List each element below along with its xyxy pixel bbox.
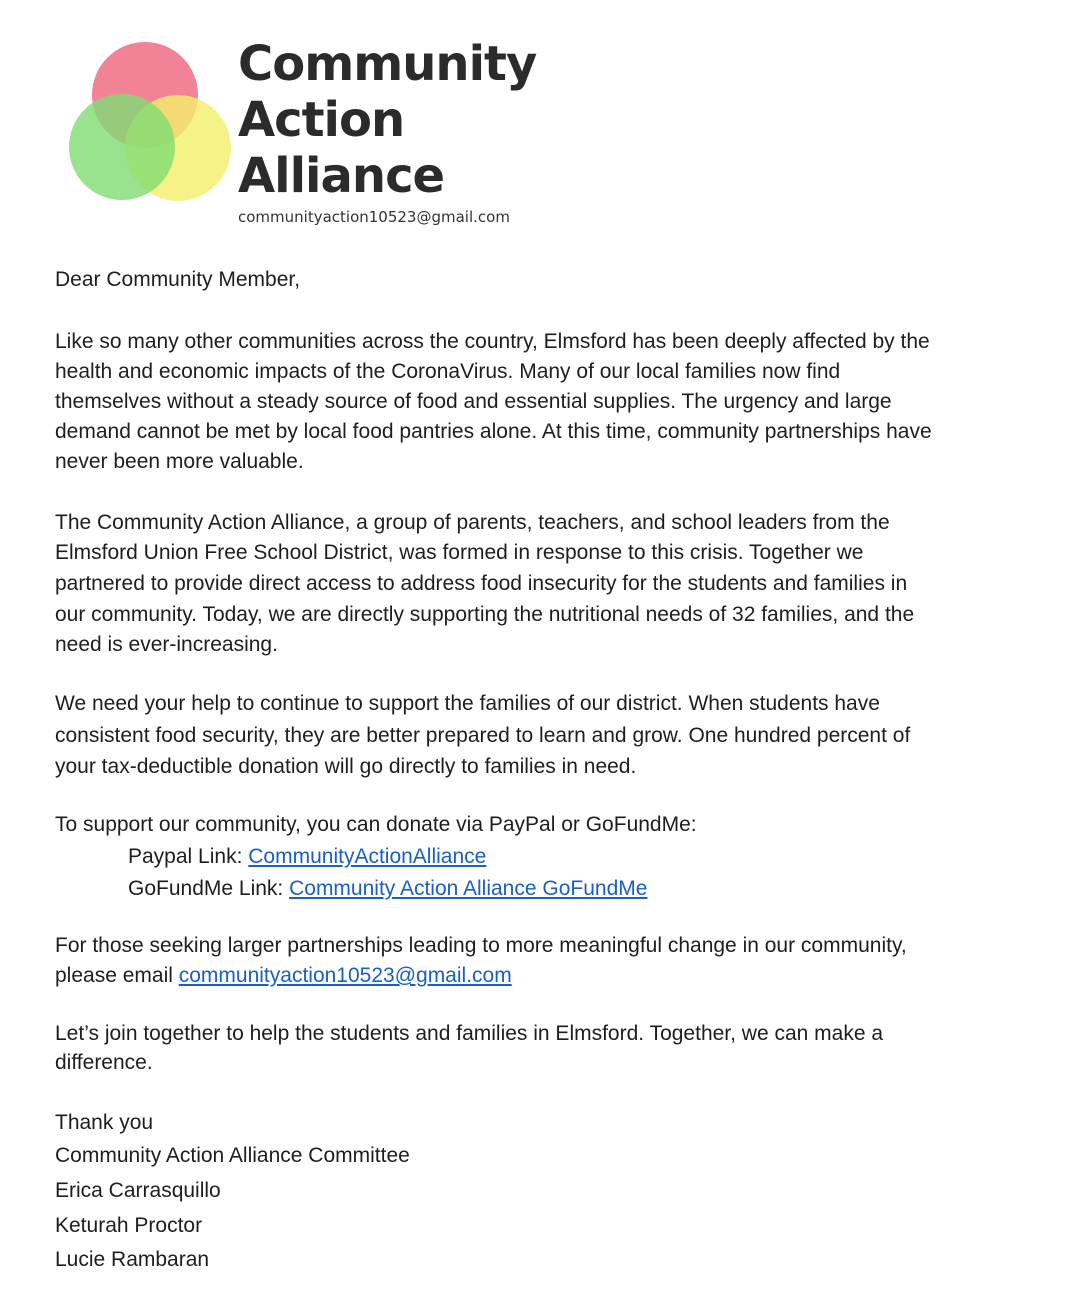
paragraph-line: difference.	[55, 1051, 153, 1074]
closing: Thank you	[55, 1111, 154, 1134]
logo-email: communityaction10523@gmail.com	[238, 208, 510, 226]
paypal-line	[128, 845, 486, 869]
logo-wordmark	[238, 36, 536, 204]
logo-circles-icon	[60, 40, 240, 210]
logo-line: Community	[238, 36, 537, 92]
signature: Keturah Proctor	[55, 1214, 203, 1237]
gofundme-line	[128, 877, 647, 901]
paragraph-line: Like so many other communities across the country, Elmsford has been deeply affected by the	[55, 330, 930, 353]
paragraph-line: health and economic impacts of the CoronaVirus. Many of our local families now find	[55, 360, 841, 383]
paragraph-line: need is ever-increasing.	[55, 633, 278, 656]
paragraph-line: demand cannot be met by local food pantries alone. At this time, community partnerships have	[55, 420, 932, 443]
paragraph-line: Elmsford Union Free School District, was formed in response to this crisis. Together we	[55, 541, 864, 564]
logo-line: Alliance	[238, 148, 445, 204]
email-line	[55, 964, 512, 988]
email-link[interactable]: communityaction10523@gmail.com	[178, 964, 512, 987]
signature: Community Action Alliance Committee	[55, 1144, 410, 1167]
signature: Lucie Rambaran	[55, 1248, 210, 1271]
salutation: Dear Community Member,	[55, 268, 301, 291]
paragraph-line: Let’s join together to help the students and families in Elmsford. Together, we can make a	[55, 1022, 884, 1045]
donate-intro: To support our community, you can donate via PayPal or GoFundMe:	[55, 813, 697, 836]
paypal-link[interactable]: CommunityActionAlliance	[248, 845, 487, 868]
paragraph-line: your tax-deductible donation will go directly to families in need.	[55, 755, 637, 778]
paragraph-line: consistent food security, they are better prepared to learn and grow. One hundred percent of	[55, 724, 911, 747]
paragraph-line: For those seeking larger partnerships leading to more meaningful change in our community,	[55, 934, 907, 957]
paragraph-line: The Community Action Alliance, a group of parents, teachers, and school leaders from the	[55, 511, 890, 534]
paragraph-line: We need your help to continue to support the families of our district. When students have	[55, 692, 880, 715]
gofundme-link[interactable]: Community Action Alliance GoFundMe	[289, 877, 648, 900]
email-prefix: please email	[55, 964, 179, 987]
signature: Erica Carrasquillo	[55, 1179, 221, 1202]
logo-line: Action	[238, 92, 405, 148]
paragraph-line: never been more valuable.	[55, 450, 304, 473]
paragraph-line: themselves without a steady source of food and essential supplies. The urgency and large	[55, 390, 892, 413]
paypal-label: Paypal Link:	[128, 845, 249, 868]
paragraph-line: partnered to provide direct access to address food insecurity for the students and families in	[55, 572, 908, 595]
gofundme-label: GoFundMe Link:	[128, 877, 290, 900]
paragraph-line: our community. Today, we are directly supporting the nutritional needs of 32 families, and the	[55, 603, 915, 626]
